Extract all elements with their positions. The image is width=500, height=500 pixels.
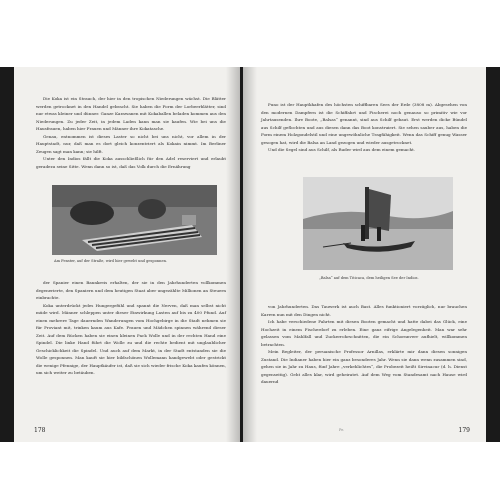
right-page-faint-mark: Pe. — [339, 428, 345, 432]
left-text-top — [36, 95, 226, 170]
left-paragraph: Genau, entnommen ist dieses Laster so nicht bei uns nicht, vor allem in der Hauptstadt, nur, daß man es dort gleich konzentriert als Kokain nimmt. Im Berliner Zeugen sagt man kann; sie hilft. — [36, 133, 226, 154]
left-page — [14, 67, 240, 442]
left-page-number: 178 — [34, 427, 46, 434]
right-page-number: 179 — [458, 427, 470, 434]
right-paragraph: von Jahrhunderten. Das Tauwerk ist auch Bast. Alles funktioniert vorzüglich, nur brauchen Karren nun mit den Dingen nicht. — [261, 304, 467, 317]
right-paragraph: Ich habe verschiedene Fahrten mit diesen Booten gemacht und hatte dabei das Glück, eine Hochzeit in einem Fischerdorf zu erleben. Eine ganz eifrige Angelegenheit. Man war sehr gelassen vom Mahlfall und Zuckerrohrschnitten, die ein Schornnverr aufhielt, willkommen betrachten. — [261, 319, 467, 347]
left-paragraph: der Spanier einen Bannkreis erhalten, der sie in den Jahrhunderten vollkommen degenerierte, den Spaniern und dem heutigen Staat aber ungezählte Millionen an Steuern einbrachte. — [36, 280, 226, 300]
left-photo-caption: Am Fenster, auf der Straße, wird hier gewebt und gesponnen. — [54, 259, 168, 263]
right-page — [243, 67, 486, 442]
right-paragraph: Mein Begleiter, der peruanische Professor Arnillas, erklärte mir dann diesen sonnigen Zustand. Die Indianer haben hier ein ganz besonderes Jahr. Wenn sie dann wenn zusammen sind, gehen sie in Jahr zu Haus, fünf Jahre „verkehlichtes“, die Probezeit heißt Sirvinacur (d. h. Dienst gegenseitig). Geht alles klar, wird geheiratet. Auf dem Weg vom Standesamt nach Hause wird dauernd — [261, 349, 467, 384]
right-text-top — [261, 101, 467, 154]
left-paragraph: Koka unterdrückt jedes Hungergefühl und spannt die Nerven, daß man selbst nicht müde wird. Männer schleppen unter dieser Einwirkung Lasten auf bis zu 400 Pfund. Auf einen mehrere Tage dauernden Wanderungen vom Hochgebirge in die Stadt nehmen sie für Proviant mit, trinken kaum aus Kafe. Frauen und Mädchen spinnen während dieser Zeit. Auf dem Rücken haben sie einen kleinen Pack Wolle und in der rechten Hand eine Spindel. Die linke Hand führt die Wolle zu und die rechte bedient mit unglaublicher Geschicklichkeit die Spindel. Und auch auf dem Markt, in der Stadt entstanden sie die Wolle gesponnen. Man kauft sie hier bildschönen Wollemann handgewebt oder gestrickt die wenige Pfennige, der Hauptkäufer ist, daß sie sich wieder frische Koka kaufen können, um sich weiter zu betäuben. — [36, 302, 226, 375]
left-gutter-shadow — [226, 67, 240, 442]
weaving-photo-illustration — [52, 185, 217, 255]
right-photo-caption: „Balsa“ auf dem Titicaca, dem heiligen See der Indios. — [319, 276, 419, 280]
right-paragraph: Und die Segel sind aus Schilf, als Ruder wird aus dem einem gemacht. — [268, 147, 416, 152]
weaving-photo — [52, 185, 217, 255]
right-paragraph: Puno ist der Hauptkhafen des höchsten schiffbaren Sees der Erde (3808 m). Abgesehen von den modernen Dampfern ist die Schiffahrt und Fischerei noch genauso so primitiv wie vor Jahrtausenden. Ihre Boote, „Balsas“ genannt, sind aus Schilf gebaut. Erst werden dicke Bündel aus Schilf geflochten und aus diesen dann das Boot konstruiert. Sie sehen sauber aus, haben die Form einem Holzgondelstil und eine ungewöhnliche Tragfähigkeit. Wenn das Schiff genug Wasser gesogen hat, wird die Balsa an Land gezogen und wieder ausgetrocknet. — [261, 102, 467, 145]
right-gutter-shadow — [243, 67, 257, 442]
right-text-bottom — [261, 303, 467, 386]
left-paragraph: Unter den Indios fällt die Koka ausschließlich für den Adel reserviert und erlaubt geradezu seine Sitte. Wenn dann so ist, daß das Volk durch die Ernährung — [36, 156, 226, 169]
left-paragraph: Die Koka ist ein Strauch, der hier in den tropischen Niederungen wächst. Die Blätter werden getrocknet in den Handel gebracht. Sie haben die Form der Lorbeerblätter, sind nur etwas kleiner und dünner. Ganze Karawanen mit Kokaballen beladen kommen aus den Niederungen. Zu jeder Zeit, in jedem Laden kann man sie kaufen. Wie bei uns die Hausfrauen, haben hier Frauen und Männer ihre Kokatasche. — [36, 96, 226, 131]
left-text-bottom — [36, 279, 226, 377]
balsa-boat-illustration — [303, 177, 453, 270]
balsa-boat-photo — [303, 177, 453, 270]
